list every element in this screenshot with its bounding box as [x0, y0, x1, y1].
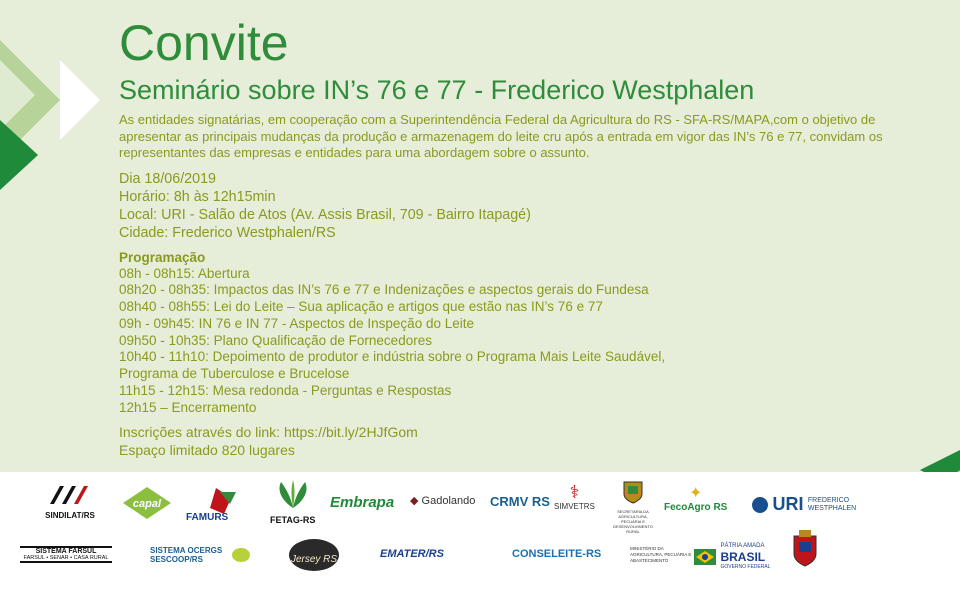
program-item: 11h15 - 12h15: Mesa redonda - Perguntas e Respostas — [119, 383, 452, 399]
event-time: Horário: 8h às 12h15min — [119, 188, 276, 205]
sponsor-logos-band — [0, 472, 960, 600]
registration-info — [119, 423, 919, 459]
jersey-logo — [288, 538, 340, 577]
program-item: 08h - 08h15: Abertura — [119, 265, 250, 281]
intro-paragraph: As entidades signatárias, em cooperação com a Superintendência Federal da Agricultura do RS - SFA-RS/MAPA,com o objetivo de apresentar as principais mudanças da produção e armazenagem do leite cru após a entrada em vigor das IN’s 76 e 77, convidam os representantes das empresas e entidades para uma abordagem sobre o assunto. — [119, 112, 883, 160]
capal-logo — [122, 486, 172, 525]
svg-text:Jersey RS: Jersey RS — [290, 554, 338, 565]
event-city: Cidade: Frederico Westphalen/RS — [119, 224, 336, 241]
invitation-content — [119, 14, 919, 459]
program-item: 08h20 - 08h35: Impactos das IN’s 76 e 77 e Indenizações e aspectos gerais do Fundesa — [119, 282, 649, 298]
emater-logo: EMATER/RS — [380, 548, 444, 560]
brasil-logo: PÁTRIA AMADA BRASIL GOVERNO FEDERAL — [694, 542, 770, 572]
svg-text:capal: capal — [132, 498, 162, 510]
capacity-note: Espaço limitado 820 lugares — [119, 441, 295, 458]
crmv-logo: CRMV RS — [490, 494, 550, 509]
municipal-crest-logo — [790, 528, 820, 573]
decorative-triangles-left — [0, 0, 120, 200]
svg-text:FAMURS: FAMURS — [186, 512, 229, 522]
programacao-list — [119, 266, 919, 417]
secretaria-logo: SECRETARIA DA AGRICULTURA, PECUÁRIA E DESENVOLVIMENTO RURAL — [612, 480, 654, 534]
fecoagro-logo: ✦ FecoAgro RS — [664, 485, 728, 513]
fetag-logo: FETAG-RS — [270, 480, 315, 525]
gadolando-logo: ◆ Gadolando — [410, 495, 476, 507]
embrapa-logo: Embrapa — [330, 494, 395, 511]
registration-link[interactable]: Inscrições através do link: https://bit.ly/2HJfGom — [119, 423, 418, 440]
conseleite-logo: CONSELEITE-RS — [512, 548, 602, 560]
event-location: Local: URI - Salão de Atos (Av. Assis Brasil, 709 - Bairro Itapagé) — [119, 206, 531, 223]
famurs-logo — [186, 486, 246, 527]
program-item: 09h50 - 10h35: Plano Qualificação de Fornecedores — [119, 332, 432, 348]
farsul-logo: SISTEMA FARSUL FARSUL • SENAR • CASA RURAL — [20, 546, 112, 563]
simvet-logo: ⚕ SIMVETRS — [554, 482, 595, 511]
invitation-title: Convite — [119, 15, 289, 71]
event-details — [119, 170, 919, 242]
sindilat-logo: SINDILAT/RS — [40, 484, 100, 520]
program-item: 09h - 09h45: IN 76 e IN 77 - Aspectos de Inspeção do Leite — [119, 315, 474, 331]
program-item: 12h15 – Encerramento — [119, 399, 257, 415]
event-date: Dia 18/06/2019 — [119, 170, 216, 187]
seminar-subtitle: Seminário sobre IN’s 76 e 77 - Frederico Westphalen — [119, 75, 755, 105]
programacao-heading: Programação — [119, 249, 206, 265]
program-item: 10h40 - 11h10: Depoimento de produtor e indústria sobre o Programa Mais Leite Saudável, — [119, 349, 666, 365]
ocergs-logo: SISTEMA OCERGS SESCOOP/RS — [150, 546, 260, 564]
program-item: Programa de Tuberculose e Brucelose — [119, 366, 350, 382]
ministerio-logo: MINISTÉRIO DA AGRICULTURA, PECUÁRIA E ABASTECIMENTO — [630, 546, 692, 563]
program-item: 08h40 - 08h55: Lei do Leite – Sua aplicação e artigos que estão nas IN’s 76 e 77 — [119, 299, 603, 315]
uri-logo: URI FREDERICO WESTPHALEN — [752, 494, 868, 515]
